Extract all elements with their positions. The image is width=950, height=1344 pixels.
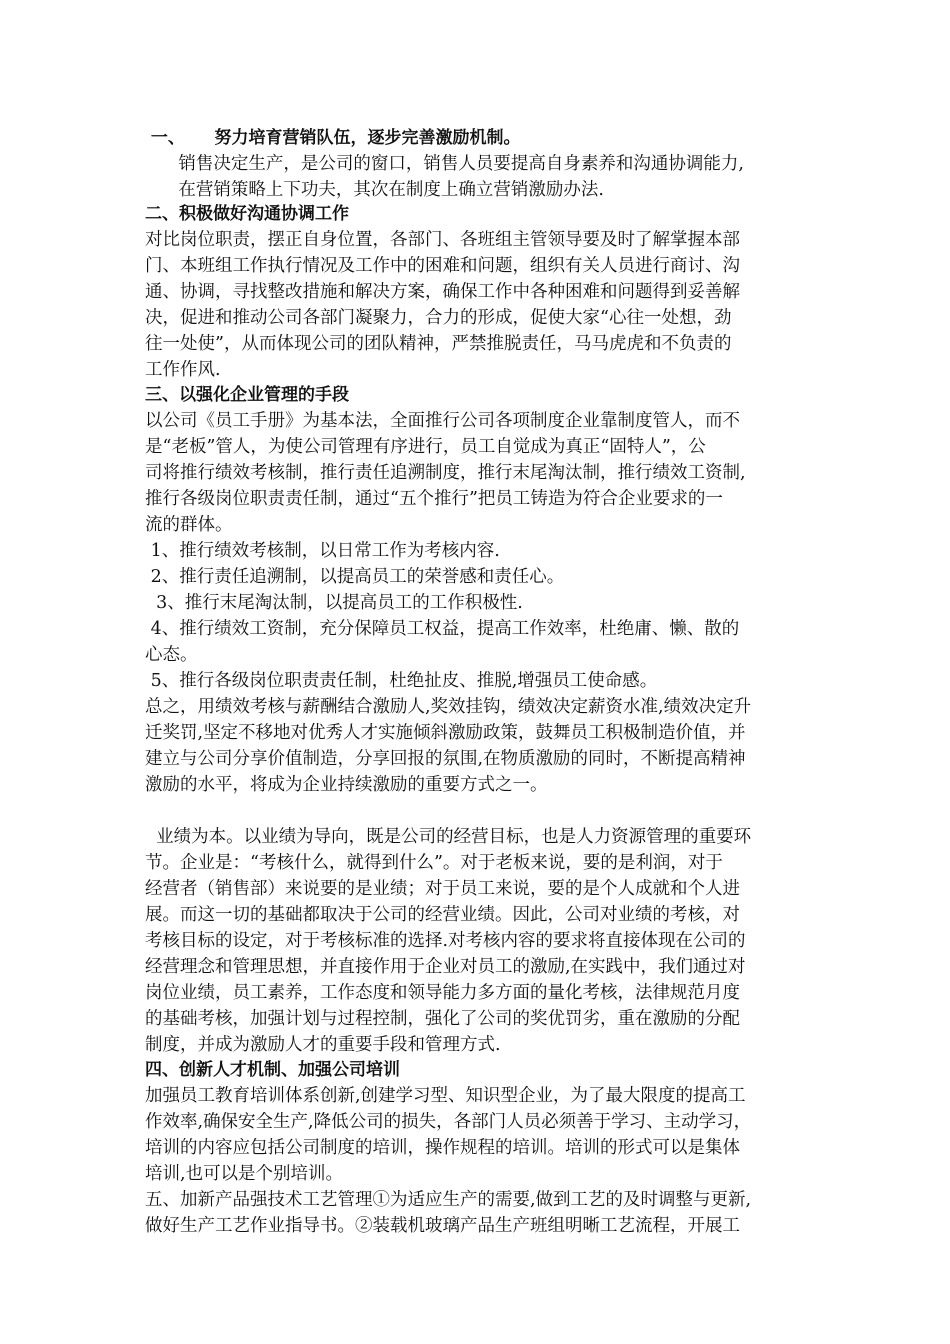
- performance-line: 经营者（销售部）来说要的是业绩；对于员工来说，要的是个人成就和个人进: [145, 879, 740, 899]
- list-item-continuation: 心态。: [145, 645, 198, 665]
- section-2-line: 决，促进和推动公司各部门凝聚力，合力的形成，促使大家“心往一处想，劲: [145, 308, 732, 328]
- section-3-line: 流的群体。: [145, 515, 233, 535]
- section-4-heading: 四、创新人才机制、加强公司培训: [145, 1060, 400, 1080]
- performance-line: 展。而这一切的基础都取决于公司的经营业绩。因此，公司对业绩的考核，对: [145, 905, 740, 925]
- section-4-line: 培训的内容应包括公司制度的培训，操作规程的培训。培训的形式可以是集体: [145, 1138, 740, 1158]
- performance-line: 的基础考核，加强计划与过程控制，强化了公司的奖优罚劣，重在激励的分配: [145, 1009, 740, 1029]
- section-2-line: 门、本班组工作执行情况及工作中的困难和问题，组织有关人员进行商讨、沟: [145, 256, 740, 276]
- section-2-line: 往一处使”，从而体现公司的团队精神，严禁推脱责任，马马虎虎和不负责的: [145, 334, 732, 354]
- section-3-heading: 三、以强化企业管理的手段: [145, 385, 349, 405]
- performance-line: 节。企业是：“考核什么，就得到什么”。对于老板来说，要的是利润，对于: [145, 853, 723, 873]
- list-item: 4、推行绩效工资制，充分保障员工权益，提高工作效率，杜绝庸、懒、散的: [145, 619, 740, 639]
- performance-line: 经营理念和管理思想，并直接作用于企业对员工的激励,在实践中，我们通过对: [145, 957, 746, 977]
- list-item: 3、推行末尾淘汰制，以提高员工的工作积极性.: [145, 593, 523, 613]
- list-item: 1、推行绩效考核制，以日常工作为考核内容.: [145, 541, 500, 561]
- section-3-line: 推行各级岗位职责责任制，通过“五个推行”把员工铸造为符合企业要求的一: [145, 489, 723, 509]
- summary-line: 激励的水平，将成为企业持续激励的重要方式之一。: [145, 775, 548, 795]
- section-2-line: 通、协调，寻找整改措施和解决方案，确保工作中各种困难和问题得到妥善解: [145, 282, 740, 302]
- section-5-line: 做好生产工艺作业指导书。②装载机玻璃产品生产班组明晰工艺流程，开展工: [145, 1216, 740, 1236]
- list-item: 2、推行责任追溯制，以提高员工的荣誉感和责任心。: [145, 567, 565, 587]
- performance-line: 岗位业绩，员工素养，工作态度和领导能力多方面的量化考核，法律规范月度: [145, 983, 740, 1003]
- section-4-line: 培训,也可以是个别培训。: [145, 1164, 344, 1184]
- summary-line: 总之，用绩效考核与薪酬结合激励人,奖效挂钩，绩效决定薪资水准,绩效决定升: [145, 697, 752, 717]
- section-1-line: 在营销策略上下功夫，其次在制度上确立营销激励办法.: [145, 180, 604, 200]
- section-2-line: 对比岗位职责，摆正自身位置，各部门、各班组主管领导要及时了解掌握本部: [145, 230, 740, 250]
- performance-line: 考核目标的设定，对于考核标准的选择.对考核内容的要求将直接体现在公司的: [145, 931, 746, 951]
- summary-line: 迁奖罚,坚定不移地对优秀人才实施倾斜激励政策，鼓舞员工积极制造价值，并: [145, 723, 746, 743]
- section-3-line: 是“老板”管人，为使公司管理有序进行，员工自觉成为真正“固特人”，公: [145, 437, 706, 457]
- section-3-line: 以公司《员工手册》为基本法，全面推行公司各项制度企业靠制度管人，而不: [145, 411, 740, 431]
- section-2-heading: 二、积极做好沟通协调工作: [145, 204, 349, 224]
- section-2-line: 工作作风.: [145, 360, 221, 380]
- section-4-line: 加强员工教育培训体系创新,创建学习型、知识型企业，为了最大限度的提高工: [145, 1086, 746, 1106]
- summary-line: 建立与公司分享价值制造，分享回报的氛围,在物质激励的同时，不断提高精神: [145, 749, 746, 769]
- section-1-line: 销售决定生产，是公司的窗口，销售人员要提高自身素养和沟通协调能力,: [145, 154, 744, 174]
- performance-line: 制度，并成为激励人才的重要手段和管理方式.: [145, 1035, 501, 1055]
- list-item: 5、推行各级岗位职责责任制，杜绝扯皮、推脱,增强员工使命感。: [145, 671, 658, 691]
- section-1-heading: 一、 努力培育营销队伍，逐步完善激励机制。: [145, 128, 521, 148]
- section-3-line: 司将推行绩效考核制，推行责任追溯制度，推行末尾淘汰制，推行绩效工资制,: [145, 463, 746, 483]
- performance-line: 业绩为本。以业绩为导向，既是公司的经营目标，也是人力资源管理的重要环: [145, 827, 752, 847]
- section-4-line: 作效率,确保安全生产,降低公司的损失，各部门人员必须善于学习、主动学习，: [145, 1112, 752, 1132]
- section-5-line: 五、加新产品强技术工艺管理①为适应生产的需要,做到工艺的及时调整与更新,: [145, 1190, 752, 1210]
